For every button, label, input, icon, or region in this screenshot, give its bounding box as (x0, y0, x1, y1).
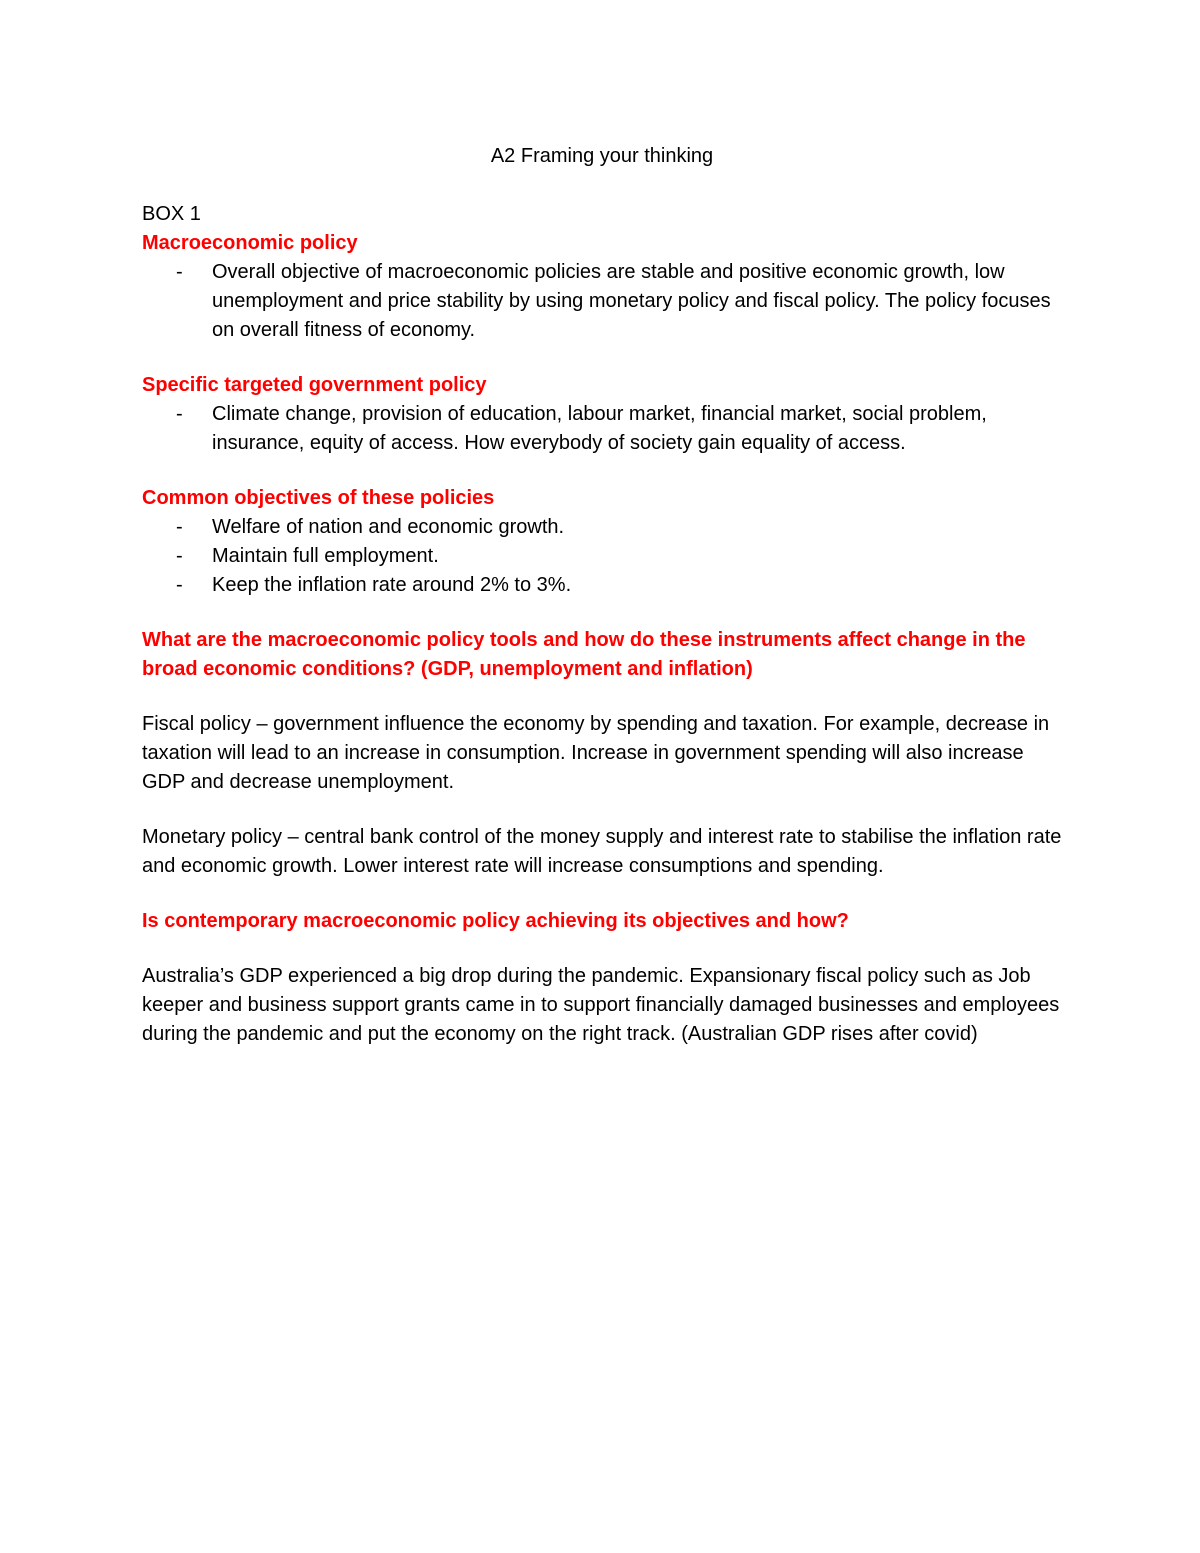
paragraph-monetary-policy: Monetary policy – central bank control of the money supply and interest rate to stabilise the inflation rate and economic growth. Lower interest rate will increase consumptions and spending. (142, 826, 1062, 877)
heading-macroeconomic-policy: Macroeconomic policy (142, 232, 358, 254)
bullet-dash: - (176, 574, 183, 596)
list-item-text: Overall objective of macroeconomic policies are stable and positive economic growth, low unemployment and price stability by using monetary policy and fiscal policy. The policy focuses on overall fitness of economy. (212, 261, 1051, 341)
bullet-dash: - (176, 516, 183, 538)
bullet-dash: - (176, 403, 183, 425)
list-item (142, 258, 1062, 345)
bullet-dash: - (176, 545, 183, 567)
list-item (142, 400, 1062, 458)
list-item (142, 542, 1062, 571)
document-content (142, 140, 1062, 1049)
paragraph-fiscal-policy: Fiscal policy – government influence the economy by spending and taxation. For example, decrease in taxation will lead to an increase in consumption. Increase in government spending will also increase GDP and decrease unemployment. (142, 713, 1050, 793)
list-item (142, 571, 1062, 600)
heading-common-objectives: Common objectives of these policies (142, 487, 495, 509)
list-specific-targeted-policy (142, 400, 1062, 458)
list-item-text: Keep the inflation rate around 2% to 3%. (212, 574, 572, 596)
heading-specific-targeted-policy: Specific targeted government policy (142, 374, 487, 396)
list-item-text: Climate change, provision of education, labour market, financial market, social problem, insurance, equity of access. How everybody of society gain equality of access. (212, 403, 987, 454)
document-title: A2 Framing your thinking (490, 145, 714, 167)
list-macroeconomic-policy (142, 258, 1062, 345)
list-item (142, 513, 1062, 542)
list-common-objectives (142, 513, 1062, 600)
heading-policy-tools-question: What are the macroeconomic policy tools and how do these instruments affect change in the broad economic conditions? (GDP, unemployment and inflation) (142, 629, 1026, 680)
list-item-text: Maintain full employment. (212, 545, 439, 567)
heading-contemporary-question: Is contemporary macroeconomic policy achieving its objectives and how? (142, 910, 849, 932)
bullet-dash: - (176, 261, 183, 283)
box-label: BOX 1 (142, 203, 201, 225)
paragraph-australia-gdp: Australia’s GDP experienced a big drop during the pandemic. Expansionary fiscal policy such as Job keeper and business support grants came in to support financially damaged businesses and employees during the pandemic and put the economy on the right track. (Australian GDP rises after covid) (142, 965, 1060, 1045)
list-item-text: Welfare of nation and economic growth. (212, 516, 565, 538)
